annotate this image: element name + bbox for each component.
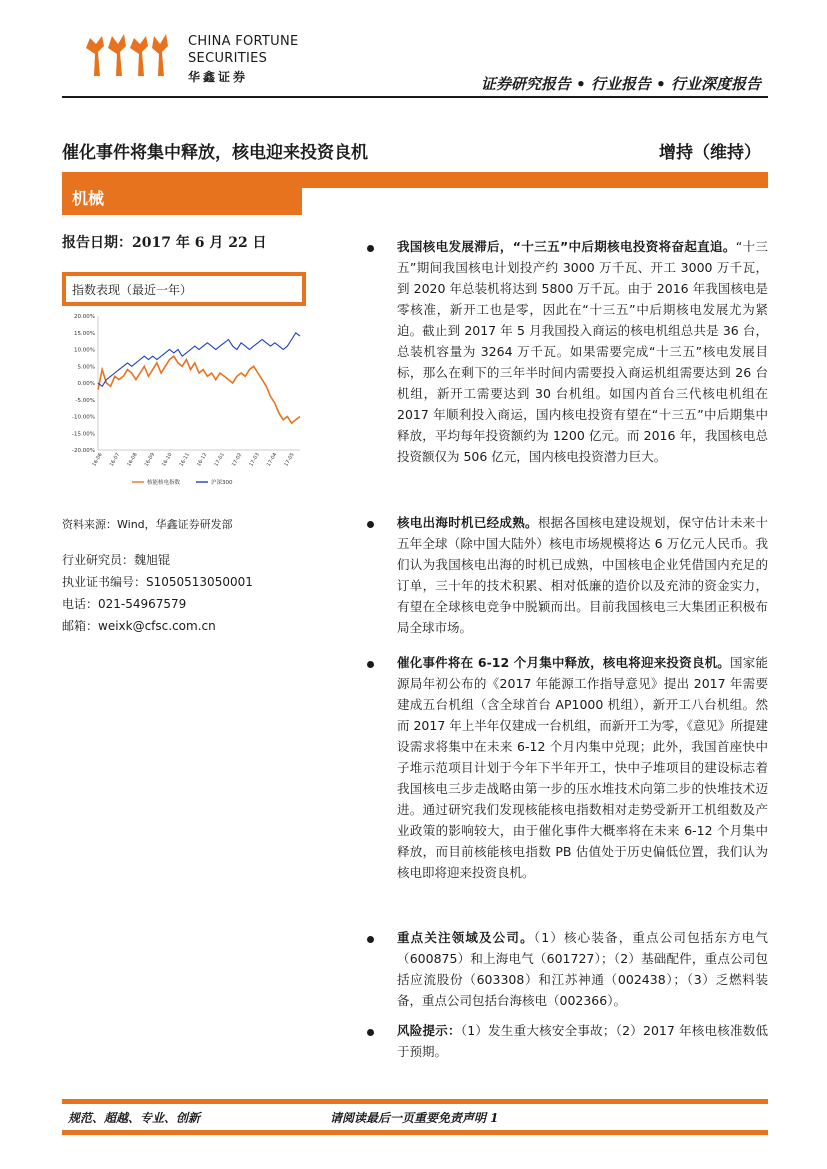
bullet-3 [397,652,768,883]
bullet-1-body: “十三五”期间我国核电计划投产约 3000 万千瓦、开工 3000 万千瓦，到 2020 年总装机将达到 5800 万千瓦。由于 2016 年我国核电是零核准，新开工也是零，因此在“十三五”中后期核电发展尤为紧迫。截止到 2017 年 5 月我国投入商运的核电机组总共是 36 台，总装机容量为 3264 万千瓦。如果需要完成“十三五”核电发展目标，那么在剩下的三年半时间内需要投入商运机组需要达到 26 台机组，新开工需要达到 30 台机组。如国内首台三代核电机组在 2017 年顺利投入商运，国内核电投资有望在“十三五”中后期集中释放，平均每年投资额约为 1200 亿元。而 2016 年，我国核电总投资额仅为 506 亿元，国内核电投资潜力巨大。 [397,239,768,464]
bullet-3-body: 国家能源局年初公布的《2017 年能源工作指导意见》提出 2017 年需要建成五台机组（含全球首台 AP1000 机组），新开工八台机组。然而 2017 年上半年仅建成一台机组，而新开工为零，《意见》所提建设需求将集中在未来 6-12 个月内集中兑现；此外，我国首座快中子堆示范项目计划于今年下半年开工，快中子堆项目的建设标志着我国核电三步走战略由第一步的压水堆技术向第二步的快堆技术迈进。通过研究我们发现核能核电指数相对走势受新开工机组数及产业政策的影响较大，由于催化事件大概率将在未来 6-12 个月集中释放，而目前核能核电指数 PB 估值处于历史偏低位置，我们认为核电即将迎来投资良机。 [397,655,769,880]
report-category: 证券研究报告 • 行业报告 • 行业深度报告 [480,75,761,93]
bullet-3-title: 催化事件将在 6-12 个月集中释放，核电将迎来投资良机。 [397,655,731,670]
logo-figures-icon [82,30,172,78]
bullet-2-body: 根据各国核电建设规划，保守估计未来十五年全球（除中国大陆外）核电市场规模将达 6 万亿元人民币。我们认为我国核电出海的时机已成熟，中国核电企业凭借国内充足的订单，三十年的技术积累、相对低廉的造价以及充沛的资金实力，有望在全球核电竞争中脱颖而出。目前我国核电三大集团正积极布局全球市场。 [397,515,768,635]
x-tick-label: 17-01 [213,452,226,468]
header-divider [62,96,768,98]
x-tick-label: 16-09 [143,452,157,468]
bullet-2-title: 核电出海时机已经成熟。 [397,515,538,530]
y-tick-label: -15.00% [72,431,95,438]
bullet-icon [367,936,374,943]
company-logo [82,30,172,78]
phone: 电话：021-54967579 [62,597,187,611]
y-tick-label: -5.00% [75,397,95,404]
report-title: 催化事件将集中释放，核电迎来投资良机 [62,143,368,163]
y-tick-label: 10.00% [74,347,95,354]
bullet-5 [397,1020,768,1062]
y-tick-label: -10.00% [72,414,95,421]
x-tick-label: 17-02 [230,452,244,468]
x-tick-label: 17-04 [265,452,279,468]
x-tick-label: 17-03 [248,452,261,468]
bullet-icon [367,661,374,668]
x-tick-label: 16-10 [161,452,174,468]
series-line-2 [98,333,300,387]
bullet-5-body: （1）发生重大核安全事故；（2）2017 年核电核准数低于预期。 [397,1023,768,1059]
footer-motto: 规范、超越、专业、创新 [68,1111,201,1125]
report-date: 报告日期：2017 年 6 月 22 日 [62,235,267,251]
series-line-1 [98,356,300,423]
legend-label: 沪深300 [211,480,233,486]
cert-number: 执业证书编号：S1050513050001 [62,575,253,589]
bullet-icon [367,1029,374,1036]
index-chart [62,308,306,492]
email[interactable]: 邮箱：weixk@cfsc.com.cn [62,619,216,633]
bullet-4-body: （1）核心装备，重点公司包括东方电气（600875）和上海电气（601727）；（2）基础配件，重点公司包括应流股份（603308）和江苏神通（002438）；（3）乏燃料装备，重点公司包括台海核电（002366）。 [397,930,768,1008]
chart-svg [62,308,306,492]
bullet-1-title: 我国核电发展滞后，“十三五”中后期核电投资将奋起直追。 [397,239,736,254]
bullet-1 [397,236,768,467]
data-source: 资料来源：Wind，华鑫证券研发部 [62,518,233,531]
bullet-4-title: 重点关注领域及公司。 [397,930,534,945]
index-title: 指数表现（最近一年） [72,283,193,297]
x-tick-label: 16-08 [126,452,139,468]
x-tick-label: 16-06 [91,452,104,468]
bullet-5-title: 风险提示： [397,1023,461,1038]
y-tick-label: 5.00% [77,364,95,371]
rating: 增持（维持） [659,143,761,163]
brand-english [188,33,299,67]
x-tick-label: 16-07 [108,452,122,468]
bullet-icon [367,245,374,252]
x-tick-label: 16-12 [195,452,209,468]
analyst: 行业研究员：魏旭锟 [62,553,171,567]
sector-label: 机械 [72,189,105,208]
y-tick-label: -20.00% [72,448,95,454]
brand-line1: CHINA FORTUNE [188,34,299,49]
legend-label: 核能核电指数 [147,480,181,486]
x-tick-label: 16-11 [178,452,192,468]
x-tick-label: 17-05 [283,452,296,468]
bullet-2 [397,512,768,638]
footer-disclaimer: 请阅读最后一页重要免责声明 1 [330,1111,499,1125]
bullet-4 [397,927,768,1011]
bullet-icon [367,521,374,528]
y-tick-label: 20.00% [74,314,95,320]
y-tick-label: 15.00% [74,330,95,337]
brand-chinese: 华鑫证券 [188,70,249,84]
brand-line2: SECURITIES [188,51,268,66]
y-tick-label: 0.00% [77,381,95,387]
